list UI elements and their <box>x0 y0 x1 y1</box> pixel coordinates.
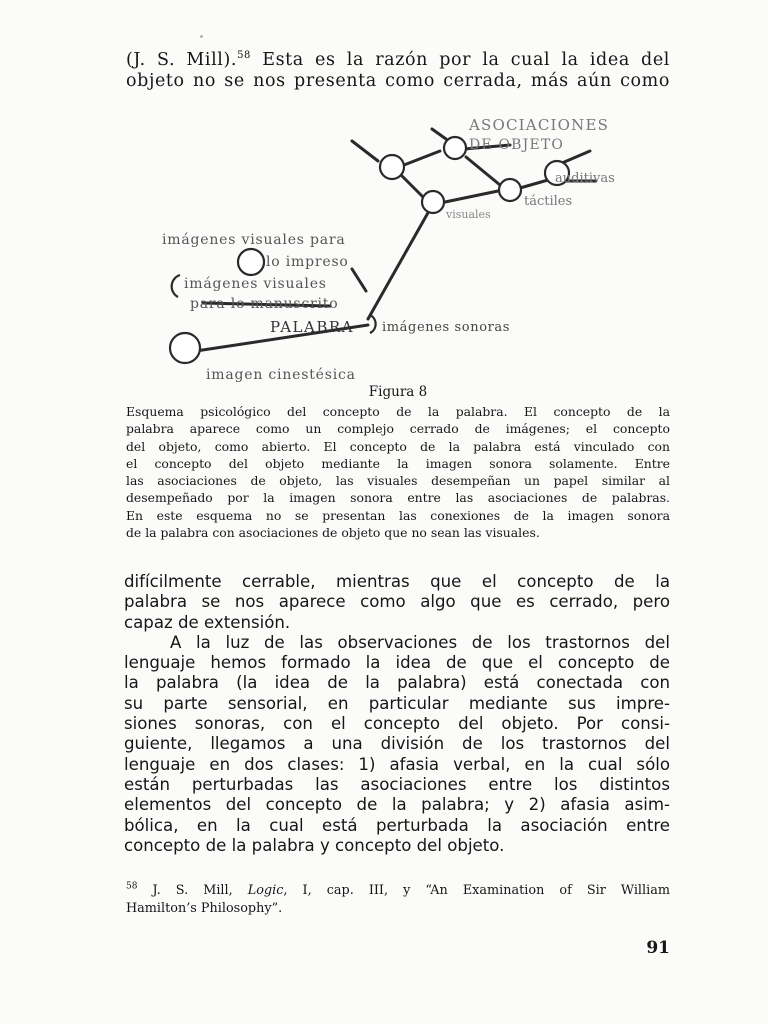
footnote-reference[interactable]: 58 <box>237 50 252 62</box>
figure-caption <box>126 403 670 541</box>
label-asociaciones: ASOCIACIONES <box>469 116 610 134</box>
top-line-1-a: (J. S. Mill). <box>126 50 238 70</box>
kinesthetic-node <box>170 333 200 363</box>
label-auditivas: auditivas <box>555 171 615 186</box>
body-line: lenguaje en dos clases: 1) afasia verbal, en la cual sólo <box>124 754 670 774</box>
caption-line: En este esquema no se presentan las conexiones de la imagen sonora <box>126 507 670 523</box>
sound-node <box>370 315 376 333</box>
object-edge-4 <box>466 157 500 185</box>
caption-line: el concepto del objeto mediante la imagen sonora solamente. Entre <box>126 455 670 471</box>
body-line: siones sonoras, con el concepto del objeto. Por consi- <box>124 714 670 734</box>
body-line: elementos del concepto de la palabra; y 2) afasia asim- <box>124 795 670 815</box>
caption-line: del objeto, como abierto. El concepto de la palabra está vinculado con <box>126 438 670 454</box>
label-palabra: PALABRA <box>270 318 354 336</box>
figure-title: Figura 8 <box>368 384 428 400</box>
top-line-2: objeto no se nos presenta como cerrada, más aún como <box>126 71 670 91</box>
object-edge-2 <box>404 151 440 165</box>
label-img-visuales-impreso-1: imágenes visuales para <box>162 232 346 248</box>
caption-line: desempeñado por la imagen sonora entre las asociaciones de palabras. <box>126 490 670 506</box>
object-edge-6 <box>401 175 425 199</box>
caption-line: las asociaciones de objeto, las visuales desempeñan un papel similar al <box>126 473 670 489</box>
label-de-objeto: DE OBJETO <box>469 137 565 153</box>
object-edge-7 <box>445 191 498 202</box>
object-edge-9 <box>562 151 590 163</box>
object-edge-1 <box>352 141 378 161</box>
body-line: guiente, llegamos a una división de los trastornos del <box>124 734 670 754</box>
caption-line: palabra aparece como un complejo cerrado de imágenes; el concepto <box>126 421 670 437</box>
footnote-number: 58 <box>126 881 138 892</box>
label-visuales: visuales <box>446 208 491 221</box>
body-line: la palabra (la idea de la palabra) está conectada con <box>124 673 670 693</box>
body-line: A la luz de las observaciones de los trastornos del <box>170 632 670 652</box>
footnote-text-b: , I, cap. III, y “An Examination of Sir William <box>283 883 670 898</box>
label-tactiles: táctiles <box>524 194 573 209</box>
page-number: 91 <box>646 938 670 958</box>
top-paragraph <box>126 50 670 92</box>
footnote-text-a: J. S. Mill, <box>137 883 248 898</box>
handwritten-visual-node <box>172 275 180 297</box>
body-paragraphs <box>124 572 670 856</box>
body-line: difícilmente cerrable, mientras que el concepto de la <box>124 572 670 591</box>
object-edge-8 <box>520 180 548 188</box>
word-edge-1 <box>352 269 366 291</box>
object-node-2 <box>444 137 466 159</box>
top-line-1-b: Esta es la razón por la cual la idea del <box>251 50 671 70</box>
figure-8-diagram <box>120 105 680 390</box>
caption-line: Esquema psicológico del concepto de la palabra. El concepto de la <box>126 404 670 419</box>
object-edge-5 <box>432 129 446 139</box>
label-img-visuales-impreso-2: lo impreso <box>266 254 349 270</box>
footnote-line-1 <box>126 882 670 900</box>
object-node-1 <box>380 155 404 179</box>
footnote <box>126 882 670 918</box>
caption-line: de la palabra con asociaciones de objeto que no sean las visuales. <box>126 525 540 541</box>
tactile-node <box>499 179 521 201</box>
body-line: su parte sensorial, en particular mediante sus impre- <box>124 693 670 713</box>
body-line: bólica, en la cual está perturbada la asociación entre <box>124 815 670 835</box>
footnote-line-2: Hamilton’s Philosophy”. <box>126 901 283 916</box>
visual-node <box>422 191 444 213</box>
body-line: concepto de la palabra y concepto del objeto. <box>124 835 505 855</box>
label-imagenes-sonoras: imágenes sonoras <box>382 320 511 335</box>
body-line: capaz de extensión. <box>124 612 291 632</box>
label-imagen-cinestesica: imagen cinestésica <box>206 367 356 383</box>
footnote-italic-title: Logic <box>247 883 284 898</box>
label-img-visuales-manuscrito-1: imágenes visuales <box>184 276 327 292</box>
top-line-1 <box>126 50 670 71</box>
print-speck <box>200 35 203 38</box>
label-img-visuales-manuscrito-2: para lo manuscrito <box>190 296 339 312</box>
visual-to-sound-link <box>368 211 429 319</box>
body-line: están perturbadas las asociaciones entre los distintos <box>124 774 670 794</box>
word-concept-diagram <box>120 105 680 390</box>
body-line: lenguaje hemos formado la idea de que el concepto de <box>124 653 670 673</box>
body-line: palabra se nos aparece como algo que es cerrado, pero <box>124 592 670 612</box>
printed-visual-node <box>238 249 264 275</box>
